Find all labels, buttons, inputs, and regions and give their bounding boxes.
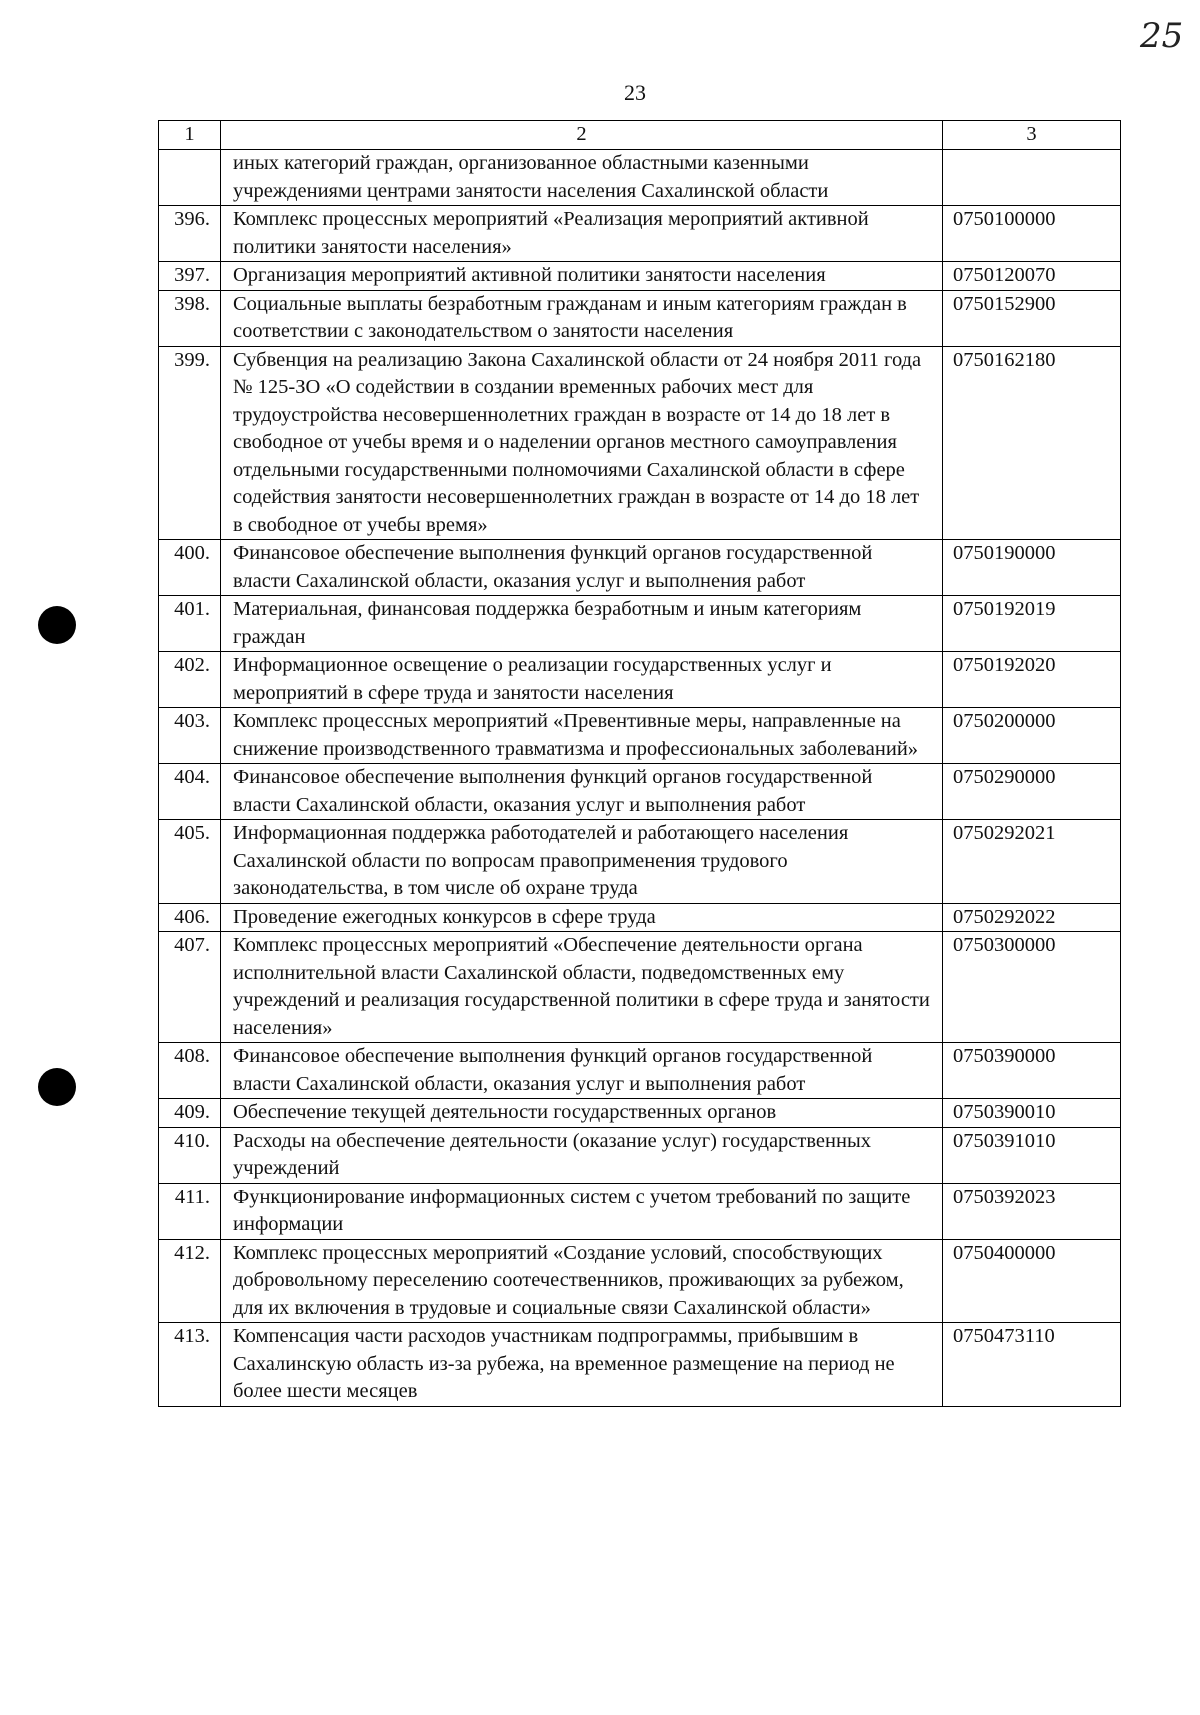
- row-number: 413.: [159, 1323, 221, 1407]
- row-code: 0750473110: [943, 1323, 1121, 1407]
- page-number: 23: [624, 80, 646, 105]
- header-cell-code: 3: [943, 121, 1121, 150]
- row-code: 0750290000: [943, 764, 1121, 820]
- table-header-row: [159, 121, 1121, 150]
- row-name: Комплекс процессных мероприятий «Реализация мероприятий активной политики занятости населения»: [221, 206, 943, 262]
- row-number: 398.: [159, 290, 221, 346]
- table-row: [159, 1183, 1121, 1239]
- table-row: [159, 346, 1121, 540]
- row-number: 406.: [159, 903, 221, 932]
- row-code: 0750390000: [943, 1043, 1121, 1099]
- row-name: Финансовое обеспечение выполнения функций органов государственной власти Сахалинской области, оказания услуг и выполнения работ: [221, 1043, 943, 1099]
- row-code: 0750100000: [943, 206, 1121, 262]
- table-row: [159, 1127, 1121, 1183]
- row-number: 408.: [159, 1043, 221, 1099]
- table-row: [159, 1239, 1121, 1323]
- row-code: 0750392023: [943, 1183, 1121, 1239]
- row-number: [159, 150, 221, 206]
- row-number: 399.: [159, 346, 221, 540]
- row-name: Организация мероприятий активной политики занятости населения: [221, 262, 943, 291]
- row-name: Функционирование информационных систем с учетом требований по защите информации: [221, 1183, 943, 1239]
- table-row: [159, 262, 1121, 291]
- row-code: 0750391010: [943, 1127, 1121, 1183]
- row-code: 0750390010: [943, 1099, 1121, 1128]
- row-number: 403.: [159, 708, 221, 764]
- row-number: 411.: [159, 1183, 221, 1239]
- row-code: 0750300000: [943, 932, 1121, 1043]
- row-name: иных категорий граждан, организованное областными казенными учреждениями центрами занятости населения Сахалинской области: [221, 150, 943, 206]
- row-name: Проведение ежегодных конкурсов в сфере труда: [221, 903, 943, 932]
- row-name: Комплекс процессных мероприятий «Создание условий, способствующих добровольному переселению соотечественников, проживающих за рубежом, для их включения в трудовые и социальные связи Сахалинской области»: [221, 1239, 943, 1323]
- row-number: 401.: [159, 596, 221, 652]
- row-number: 396.: [159, 206, 221, 262]
- row-code: 0750152900: [943, 290, 1121, 346]
- table-row: [159, 150, 1121, 206]
- row-number: 402.: [159, 652, 221, 708]
- row-number: 397.: [159, 262, 221, 291]
- row-code: 0750192020: [943, 652, 1121, 708]
- row-name: Финансовое обеспечение выполнения функций органов государственной власти Сахалинской области, оказания услуг и выполнения работ: [221, 540, 943, 596]
- table-row: [159, 764, 1121, 820]
- table-row: [159, 932, 1121, 1043]
- row-name: Комплекс процессных мероприятий «Превентивные меры, направленные на снижение производственного травматизма и профессиональных заболеваний»: [221, 708, 943, 764]
- header-cell-name: 2: [221, 121, 943, 150]
- row-code: 0750192019: [943, 596, 1121, 652]
- table-row: [159, 820, 1121, 904]
- row-code: 0750162180: [943, 346, 1121, 540]
- table-row: [159, 596, 1121, 652]
- table-row: [159, 1099, 1121, 1128]
- row-code: 0750292021: [943, 820, 1121, 904]
- row-name: Финансовое обеспечение выполнения функций органов государственной власти Сахалинской области, оказания услуг и выполнения работ: [221, 764, 943, 820]
- table-row: [159, 903, 1121, 932]
- table-row: [159, 1043, 1121, 1099]
- row-name: Субвенция на реализацию Закона Сахалинской области от 24 ноября 2011 года № 125-ЗО «О содействии в создании временных рабочих мест для трудоустройства несовершеннолетних граждан в возрасте от 14 до 18 лет в свободное от учебы время и о наделении органов местного самоуправления отдельными государственными полномочиями Сахалинской области в сфере содействия занятости несовершеннолетних граждан в возрасте от 14 до 18 лет в свободное от учебы время»: [221, 346, 943, 540]
- row-name: Компенсация части расходов участникам подпрограммы, прибывшим в Сахалинскую область из-за рубежа, на временное размещение на период не более шести месяцев: [221, 1323, 943, 1407]
- row-number: 412.: [159, 1239, 221, 1323]
- table-row: [159, 1323, 1121, 1407]
- row-name: Информационное освещение о реализации государственных услуг и мероприятий в сфере труда и занятости населения: [221, 652, 943, 708]
- row-number: 404.: [159, 764, 221, 820]
- row-code: 0750120070: [943, 262, 1121, 291]
- row-number: 405.: [159, 820, 221, 904]
- punch-hole-top: [38, 606, 76, 644]
- handwritten-page-mark: 25: [1140, 16, 1184, 56]
- table-row: [159, 206, 1121, 262]
- table-row: [159, 708, 1121, 764]
- row-code: 0750200000: [943, 708, 1121, 764]
- row-name: Информационная поддержка работодателей и работающего населения Сахалинской области по вопросам правоприменения трудового законодательства, в том числе об охране труда: [221, 820, 943, 904]
- row-number: 409.: [159, 1099, 221, 1128]
- row-number: 400.: [159, 540, 221, 596]
- punch-hole-bottom: [38, 1068, 76, 1106]
- row-code: 0750190000: [943, 540, 1121, 596]
- row-name: Социальные выплаты безработным гражданам и иным категориям граждан в соответствии с законодательством о занятости населения: [221, 290, 943, 346]
- header-cell-number: 1: [159, 121, 221, 150]
- row-name: Материальная, финансовая поддержка безработным и иным категориям граждан: [221, 596, 943, 652]
- row-name: Комплекс процессных мероприятий «Обеспечение деятельности органа исполнительной власти Сахалинской области, подведомственных ему учреждений и реализация государственной политики в сфере труда и занятости населения»: [221, 932, 943, 1043]
- table-row: [159, 652, 1121, 708]
- row-code: 0750400000: [943, 1239, 1121, 1323]
- row-code: 0750292022: [943, 903, 1121, 932]
- table-row: [159, 290, 1121, 346]
- row-name: Обеспечение текущей деятельности государственных органов: [221, 1099, 943, 1128]
- row-code: [943, 150, 1121, 206]
- table-row: [159, 540, 1121, 596]
- row-name: Расходы на обеспечение деятельности (оказание услуг) государственных учреждений: [221, 1127, 943, 1183]
- row-number: 410.: [159, 1127, 221, 1183]
- classification-table: [158, 120, 1121, 1407]
- row-number: 407.: [159, 932, 221, 1043]
